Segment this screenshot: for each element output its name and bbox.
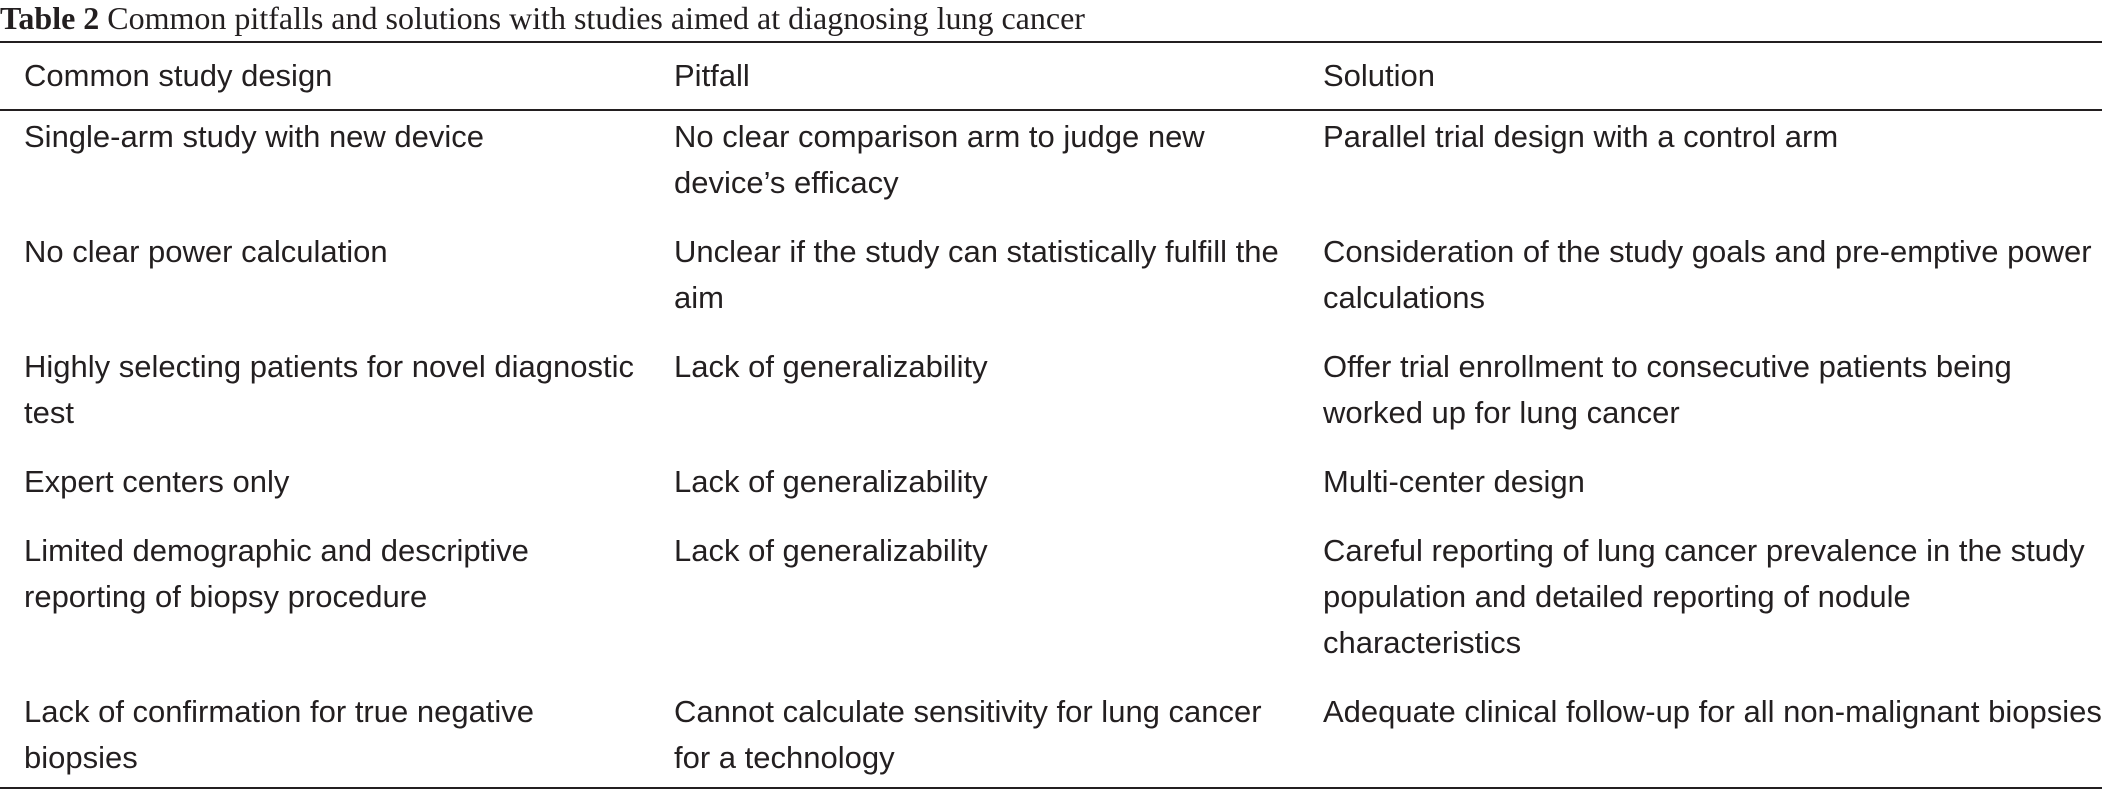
study-design-cell: Highly selecting patients for novel diagnostic test xyxy=(24,349,635,430)
table-header-row xyxy=(0,42,2102,110)
solution-cell: Parallel trial design with a control arm xyxy=(1323,119,1839,154)
table-caption-label: Table 2 xyxy=(0,0,100,36)
solution-cell: Offer trial enrollment to consecutive patients being worked up for lung cancer xyxy=(1323,349,2012,430)
solution-cell: Adequate clinical follow-up for all non-malignant biopsies xyxy=(1323,694,2102,729)
table-row xyxy=(0,689,2102,788)
study-design-cell: Lack of confirmation for true negative biopsies xyxy=(24,694,535,775)
column-header-study-design: Common study design xyxy=(24,58,333,93)
pitfall-cell: No clear comparison arm to judge new device’s efficacy xyxy=(674,119,1205,200)
pitfalls-table xyxy=(0,41,2102,789)
study-design-cell: Single-arm study with new device xyxy=(24,119,485,154)
solution-cell: Multi-center design xyxy=(1323,464,1585,499)
table-row xyxy=(0,110,2102,229)
study-design-cell: No clear power calculation xyxy=(24,234,388,269)
pitfall-cell: Cannot calculate sensitivity for lung cancer for a technology xyxy=(674,694,1262,775)
pitfall-cell: Lack of generalizability xyxy=(674,533,988,568)
pitfall-cell: Unclear if the study can statistically fulfill the aim xyxy=(674,234,1279,315)
study-design-cell: Expert centers only xyxy=(24,464,290,499)
column-header-pitfall: Pitfall xyxy=(674,58,750,93)
solution-cell: Consideration of the study goals and pre-emptive power calculations xyxy=(1323,234,2092,315)
table-row xyxy=(0,344,2102,459)
pitfall-cell: Lack of generalizability xyxy=(674,349,988,384)
pitfall-cell: Lack of generalizability xyxy=(674,464,988,499)
table-row xyxy=(0,459,2102,528)
table-row xyxy=(0,528,2102,689)
column-header-solution: Solution xyxy=(1323,58,1436,93)
solution-cell: Careful reporting of lung cancer prevalence in the study population and detailed reporting of nodule characteristics xyxy=(1323,533,2085,660)
study-design-cell: Limited demographic and descriptive reporting of biopsy procedure xyxy=(24,533,529,614)
table-row xyxy=(0,229,2102,344)
table-caption xyxy=(0,0,1085,38)
table-caption-text: Common pitfalls and solutions with studies aimed at diagnosing lung cancer xyxy=(99,0,1085,36)
